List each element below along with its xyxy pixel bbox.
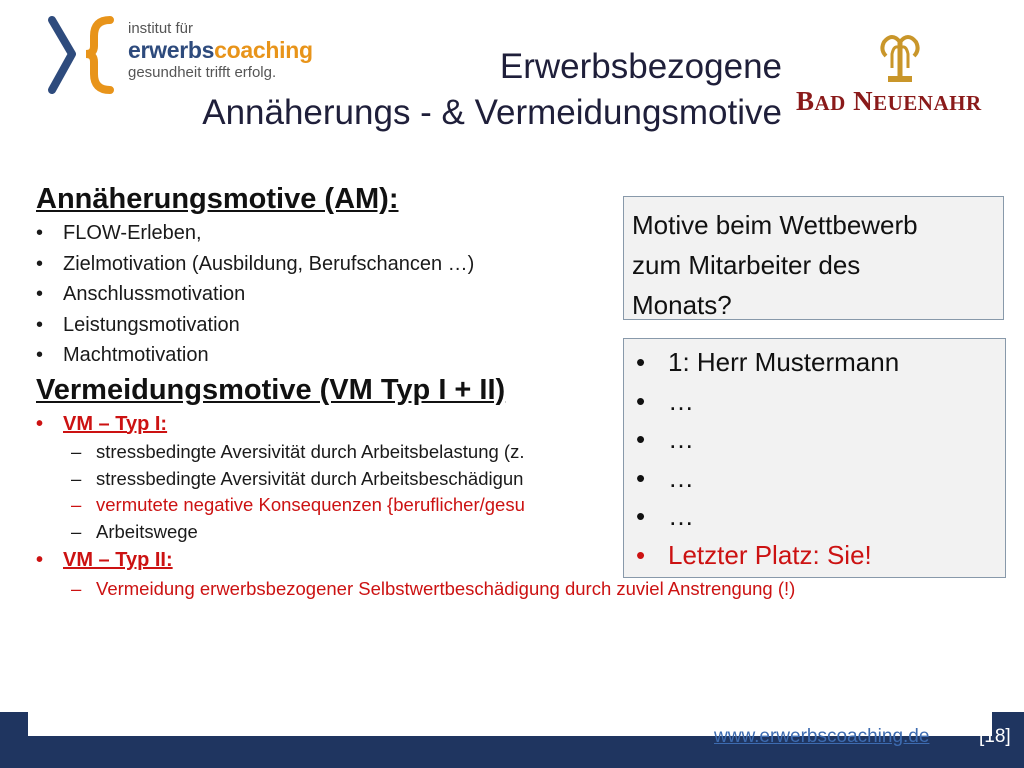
vm-type1-item: – stressbedingte Aversivität durch Arbeitsbeschädigun — [71, 467, 524, 489]
am-item: • Leistungsmotivation — [36, 310, 996, 341]
slide-title-line-1: Erwerbsbezogene — [499, 47, 782, 86]
ranking-list — [632, 343, 997, 574]
page-number: [18] — [979, 726, 1011, 747]
vm-type1-item: – vermutete negative Konsequenzen {beruflicher/gesu — [71, 494, 525, 515]
am-item: • Machtmotivation — [36, 340, 996, 371]
website-link[interactable]: www.erwerbscoaching.de — [714, 726, 930, 747]
question-line-2: zum Mitarbeiter des — [632, 250, 861, 280]
vm-type1-label: • VM – Typ I: — [36, 409, 996, 440]
question-line-1: Motive beim Wettbewerb — [632, 210, 918, 240]
logo-word-coaching: coaching — [214, 37, 313, 64]
ranking-item: • … — [632, 459, 997, 498]
bad-neuenahr-logo — [790, 28, 1000, 128]
vm-type2-label: • VM – Typ II: — [36, 545, 996, 576]
vm-heading: Vermeidungsmotive (VM Typ I + II) — [36, 373, 506, 406]
ranking-item: • … — [632, 420, 997, 459]
logo-tagline: gesundheit trifft erfolg. — [128, 63, 277, 81]
vm-type1-item: – Arbeitswege — [71, 520, 198, 542]
footer — [0, 712, 1024, 768]
slide-title — [100, 44, 782, 136]
slide-title-line-2: Annäherungs - & Vermeidungsmotive — [202, 93, 782, 132]
ranking-item: • … — [632, 382, 997, 421]
am-item: • Anschlussmotivation — [36, 279, 996, 310]
question-line-3: Monats? — [632, 290, 732, 320]
ranking-item: • … — [632, 497, 997, 536]
footer-left-block — [0, 712, 28, 768]
am-heading: Annäherungsmotive (AM): — [36, 183, 399, 215]
am-item: • FLOW-Erleben, — [36, 218, 996, 249]
logo-word-erwerbs: erwerbs — [128, 37, 215, 64]
vm-type2-item: – Vermeidung erwerbsbezogener Selbstwertbeschädigung durch zuviel Anstrengung (!) — [71, 577, 796, 599]
bad-neuenahr-wordmark: BAD NEUENAHR — [796, 86, 982, 116]
ranking-box — [623, 338, 1006, 578]
fountain-icon — [870, 28, 930, 88]
logo-line-1: institut für — [128, 20, 194, 37]
ranking-item: • 1: Herr Mustermann — [632, 343, 997, 382]
vm-type2-list — [36, 576, 996, 603]
vm-type1-item: – stressbedingte Aversivität durch Arbeitsbelastung (z. — [71, 441, 525, 462]
question-box — [623, 196, 1004, 320]
ranking-last-place: • Letzter Platz: Sie! — [632, 536, 997, 575]
am-item: • Zielmotivation (Ausbildung, Berufschancen …) — [36, 249, 996, 280]
